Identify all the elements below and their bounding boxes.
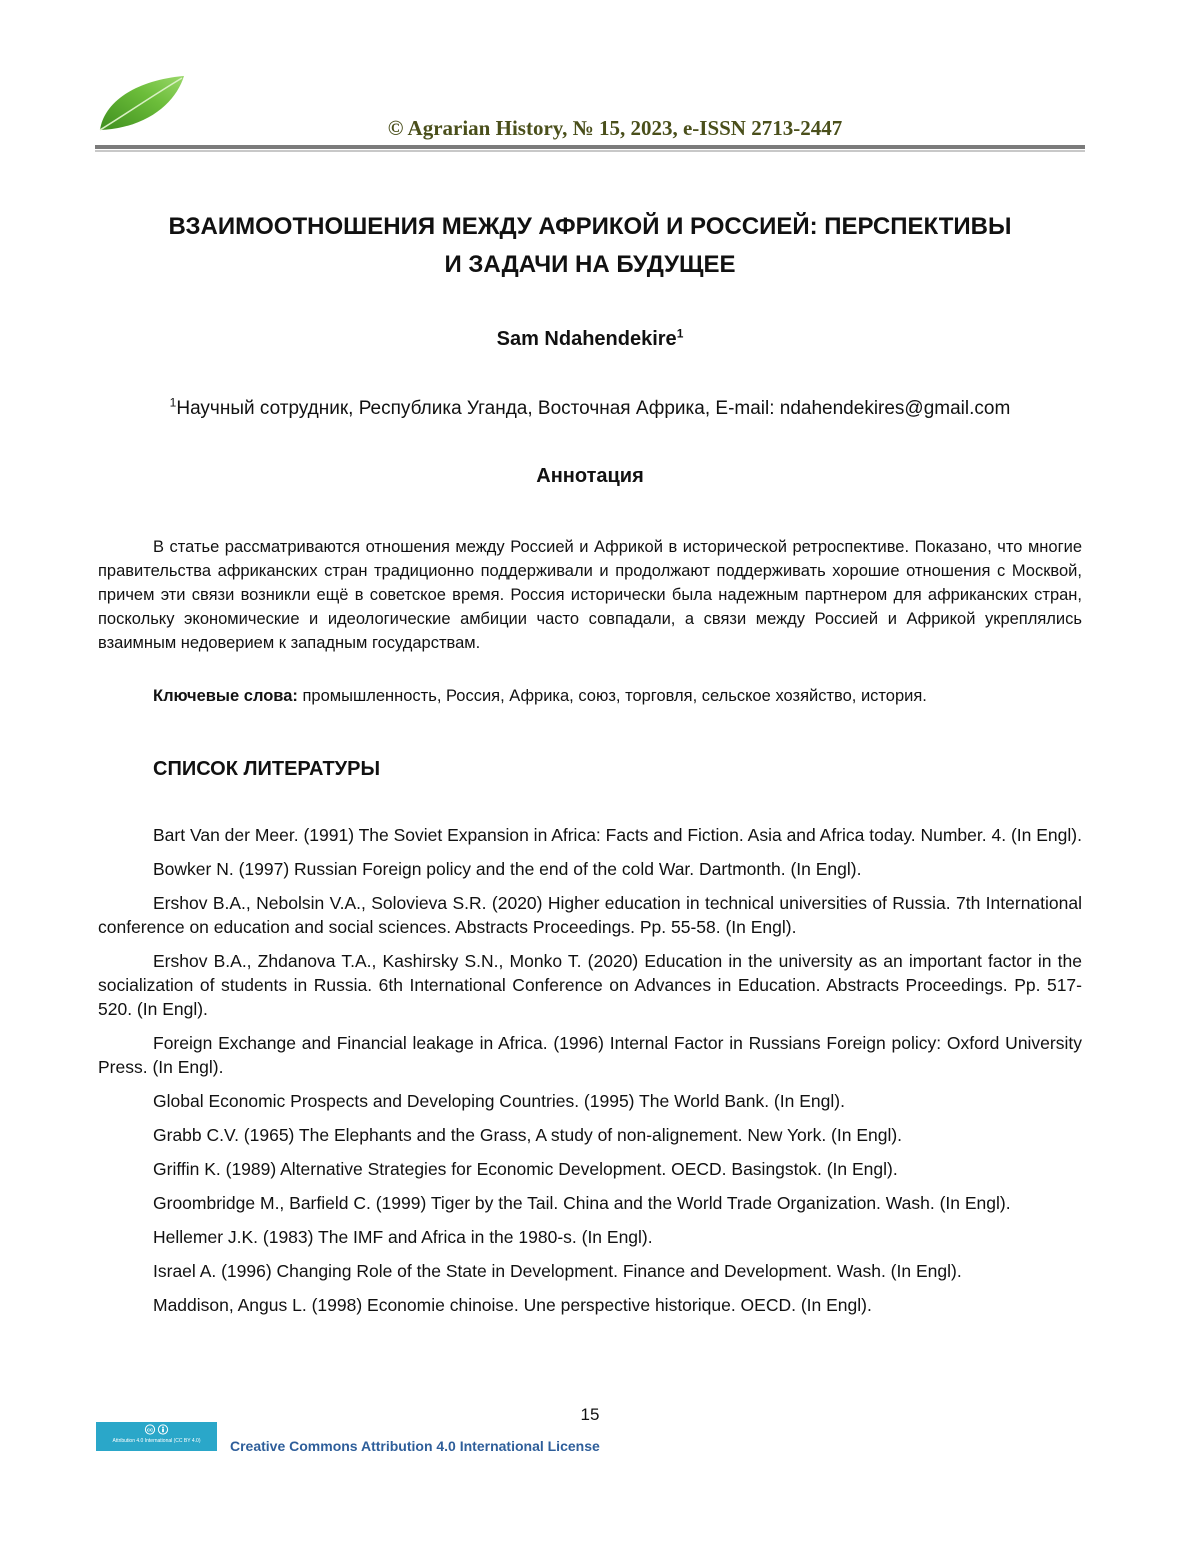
reference-item: Bowker N. (1997) Russian Foreign policy and the end of the cold War. Dartmonth. (In Engl). (153, 859, 862, 879)
journal-header: © Agrarian History, № 15, 2023, e-ISSN 2713-2447 (387, 116, 843, 140)
reference-item: Hellemer J.K. (1983) The IMF and Africa in the 1980-s. (In Engl). (153, 1227, 653, 1247)
cc-by-icon (96, 1424, 217, 1437)
page-number: 15 (580, 1405, 600, 1424)
header-divider-shadow (95, 150, 1085, 152)
reference-item: Foreign Exchange and Financial leakage in Africa. (1996) Internal Factor in Russians Foreign policy: Oxford University Press. (In Engl). (98, 1033, 1082, 1077)
keywords (98, 684, 1082, 708)
reference-item: Global Economic Prospects and Developing Countries. (1995) The World Bank. (In Engl). (153, 1091, 845, 1111)
svg-text:cc: cc (146, 1427, 153, 1434)
reference-item: Groombridge M., Barfield C. (1999) Tiger by the Tail. China and the World Trade Organization. Wash. (In Engl). (153, 1193, 1011, 1213)
reference-item: Griffin K. (1989) Alternative Strategies for Economic Development. OECD. Basingstok. (In Engl). (153, 1159, 898, 1179)
references-heading: СПИСОК ЛИТЕРАТУРЫ (153, 758, 381, 780)
reference-item: Ershov B.A., Nebolsin V.A., Solovieva S.R. (2020) Higher education in technical universities of Russia. 7th International conference on education and social sciences. Abstracts Proceedings. Pp. 55-58. (In Engl). (98, 893, 1082, 937)
keywords-label: Ключевые слова: (153, 687, 298, 705)
abstract-heading: Аннотация (536, 465, 644, 487)
badge-text: Attribution 4.0 International (CC BY 4.0) (112, 1438, 201, 1444)
author-name: Sam Ndahendekire (496, 328, 677, 350)
author-superscript: 1 (676, 326, 684, 341)
reference-item: Bart Van der Meer. (1991) The Soviet Expansion in Africa: Facts and Fiction. Asia and Africa today. Number. 4. (In Engl). (153, 825, 1082, 845)
reference-item: Ershov B.A., Zhdanova T.A., Kashirsky S.N., Monko T. (2020) Education in the university as an important factor in the socialization of students in Russia. 6th International Conference on Advances in Education. Abstracts Proceedings. Pp. 517-520. (In Engl). (98, 951, 1082, 1019)
reference-list (98, 823, 1082, 1327)
header-divider (95, 145, 1085, 149)
abstract-text: В статье рассматриваются отношения между Россией и Африкой в исторической ретроспективе. Показано, что многие правительства африканских стран традиционно поддерживали и продолжают поддерживать хорошие отношения с Москвой, причем эти связи возникли ещё в советское время. Россия исторически была надежным партнером для африканских стран, поскольку экономические и идеологические амбиции часто совпадали, а связи между Россией и Африкой укреплялись взаимным недоверием к западным государствам. (98, 538, 1082, 652)
reference-item: Maddison, Angus L. (1998) Economie chinoise. Une perspective historique. OECD. (In Engl). (153, 1295, 872, 1315)
affiliation-superscript: 1 (169, 395, 177, 410)
affiliation-text: Научный сотрудник, Республика Уганда, Восточная Африка, E-mail: ndahendekires@gmail.com (176, 398, 1011, 419)
reference-item: Israel A. (1996) Changing Role of the State in Development. Finance and Development. Wash. (In Engl). (153, 1261, 962, 1281)
author (0, 328, 1180, 351)
title-line-2: И ЗАДАЧИ НА БУДУЩЕЕ (444, 251, 736, 278)
affiliation (100, 395, 1080, 420)
article-title (100, 208, 1080, 284)
keywords-list: промышленность, Россия, Африка, союз, торговля, сельское хозяйство, история. (302, 687, 927, 705)
cc-license-badge[interactable] (96, 1422, 217, 1451)
title-line-1: ВЗАИМООТНОШЕНИЯ МЕЖДУ АФРИКОЙ И РОССИЕЙ: ПЕРСПЕКТИВЫ (168, 213, 1012, 240)
reference-item: Grabb C.V. (1965) The Elephants and the Grass, A study of non-alignement. New York. (In Engl). (153, 1125, 903, 1145)
license-link[interactable]: Creative Commons Attribution 4.0 International License (230, 1438, 600, 1454)
